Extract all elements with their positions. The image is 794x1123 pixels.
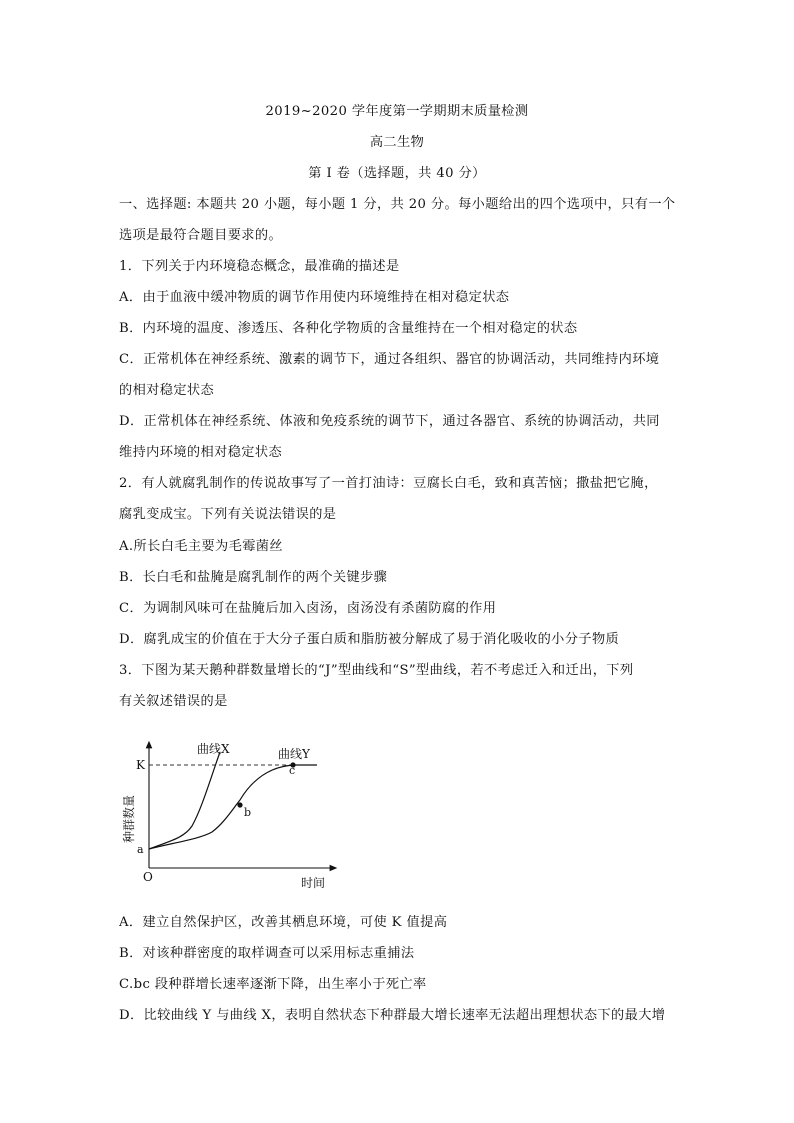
curve-x-label: 曲线X: [197, 742, 230, 756]
exam-part: 第 I 卷（选择题，共 40 分）: [308, 166, 486, 181]
population-growth-graph: [112, 728, 352, 898]
q2-option-b: B．长白毛和盐腌是腐乳制作的两个关键步骤: [119, 570, 388, 585]
q3-stem-line1: 3．下图为某天鹅种群数量增长的“J”型曲线和“S”型曲线，若不考虑迁入和迁出，下列: [119, 663, 634, 678]
y-axis-label: 种群数量: [122, 794, 136, 843]
origin-label: O: [143, 870, 153, 884]
exam-title: 2019~2020 学年度第一学期期末质量检测: [265, 104, 529, 119]
q3-option-b: B．对该种群密度的取样调查可以采用标志重捕法: [119, 946, 415, 961]
k-label: K: [136, 758, 145, 772]
q1-option-a: A．由于血液中缓冲物质的调节作用使内环境维持在相对稳定状态: [119, 290, 510, 305]
curve-y-line: [149, 765, 317, 849]
q2-stem-line1: 2．有人就腐乳制作的传说故事写了一首打油诗：豆腐长白毛，致和真苦恼；撒盐把它腌，: [119, 476, 658, 491]
q1-option-d-line2: 维持内环境的相对稳定状态: [119, 445, 283, 460]
q3-option-d: D．比较曲线 Y 与曲线 X，表明自然状态下种群最大增长速率无法超出理想状态下的最大增: [119, 1008, 666, 1023]
x-axis-label: 时间: [301, 876, 326, 890]
q3-option-c: C.bc 段种群增长速率逐渐下降，出生率小于死亡率: [119, 977, 427, 992]
q3-option-a: A．建立自然保护区，改善其栖息环境，可使 K 值提高: [119, 915, 448, 930]
q1-stem: 1．下列关于内环境稳态概念，最准确的描述是: [119, 259, 400, 274]
point-b-dot: [237, 802, 242, 807]
q1-option-c-line2: 的相对稳定状态: [119, 383, 215, 398]
q1-option-d-line1: D．正常机体在神经系统、体液和免疫系统的调节下，通过各器官、系统的协调活动，共同: [119, 414, 660, 429]
q2-option-c: C．为调制风味可在盐腌后加入卤汤，卤汤没有杀菌防腐的作用: [119, 601, 497, 616]
curve-x-line: [149, 752, 220, 849]
point-a-label: a: [137, 843, 144, 856]
section-instruction-1: 一、选择题: 本题共 20 小题，每小题 1 分，共 20 分。每小题给出的四个选项中，只有一个: [119, 197, 676, 212]
q3-stem-line2: 有关叙述错误的是: [119, 694, 228, 709]
q2-stem-line2: 腐乳变成宝。下列有关说法错误的是: [119, 507, 337, 522]
point-b-label: b: [244, 806, 252, 819]
q1-option-c-line1: C．正常机体在神经系统、激素的调节下，通过各组织、器官的协调活动，共同维持内环境: [119, 352, 660, 367]
q2-option-d: D．腐乳成宝的价值在于大分子蛋白质和脂肪被分解成了易于消化吸收的小分子物质: [119, 632, 620, 647]
exam-subject: 高二生物: [369, 135, 425, 150]
point-c-label: c: [289, 764, 296, 777]
q2-option-a: A.所长白毛主要为毛霉菌丝: [119, 539, 283, 554]
q1-option-b: B．内环境的温度、渗透压、各种化学物质的含量维持在一个相对稳定的状态: [119, 321, 578, 336]
section-instruction-2: 选项是最符合题目要求的。: [119, 228, 283, 243]
curve-y-label: 曲线Y: [278, 747, 310, 761]
